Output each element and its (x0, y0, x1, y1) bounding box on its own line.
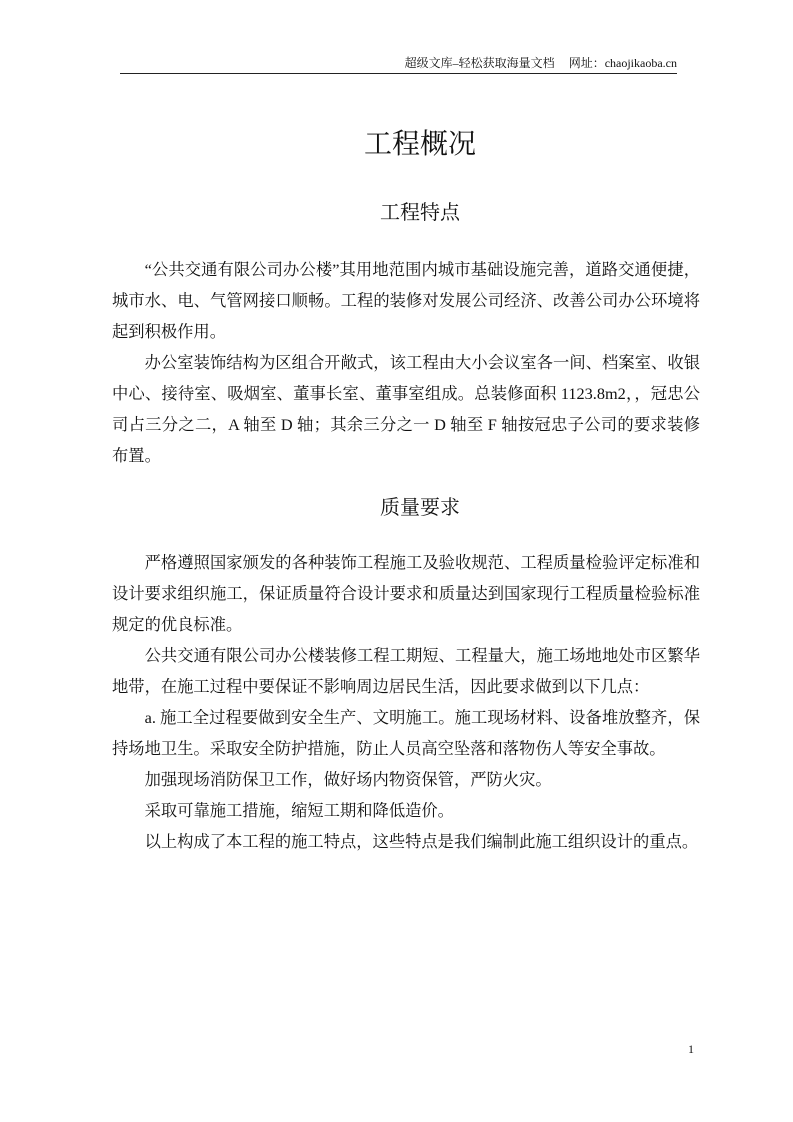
page-header (120, 55, 677, 74)
header-site-name: 超级文库–轻松获取海量文档 (404, 56, 555, 70)
section-heading-quality: 质量要求 (380, 497, 460, 519)
paragraph: 办公室装饰结构为区组合开敞式，该工程由大小会议室各一间、档案室、收银中心、接待室、吸烟室、董事长室、董事室组成。总装修面积 1123.8m2，，冠忠公司占三分之二，A 轴至 D 轴；其余三分之一 D 轴至 F 轴按冠忠子公司的要求装修布置。 (112, 353, 700, 465)
document-title: 工程概况 (363, 129, 476, 160)
paragraph: a. 施工全过程要做到安全生产、文明施工。施工现场材料、设备堆放整齐，保持场地卫生。采取安全防护措施，防止人员高空坠落和落物伤人等安全事故。 (112, 708, 700, 758)
paragraph: 加强现场消防保卫工作，做好场内物资保管，严防火灾。 (144, 770, 552, 789)
paragraph: 严格遵照国家颁发的各种装饰工程施工及验收规范、工程质量检验评定标准和设计要求组织施工，保证质量符合设计要求和质量达到国家现行工程质量检验标准规定的优良标准。 (112, 553, 700, 634)
section-body-quality (112, 547, 700, 857)
paragraph: 采取可靠施工措施，缩短工期和降低造价。 (144, 801, 454, 820)
page-number: 1 (688, 1042, 694, 1056)
paragraph: 公共交通有限公司办公楼装修工程工期短、工程量大，施工场地地处市区繁华地带，在施工过程中要保证不影响周边居民生活，因此要求做到以下几点： (112, 646, 700, 696)
section-body-features (112, 254, 700, 471)
paragraph: “公共交通有限公司办公楼”其用地范围内城市基础设施完善，道路交通便捷，城市水、电、气管网接口顺畅。工程的装修对发展公司经济、改善公司办公环境将起到积极作用。 (112, 260, 700, 341)
paragraph: 以上构成了本工程的施工特点，这些特点是我们编制此施工组织设计的重点。 (144, 832, 699, 851)
section-heading-features: 工程特点 (380, 202, 460, 224)
header-url: 网址：chaojikaoba.cn (568, 56, 677, 70)
